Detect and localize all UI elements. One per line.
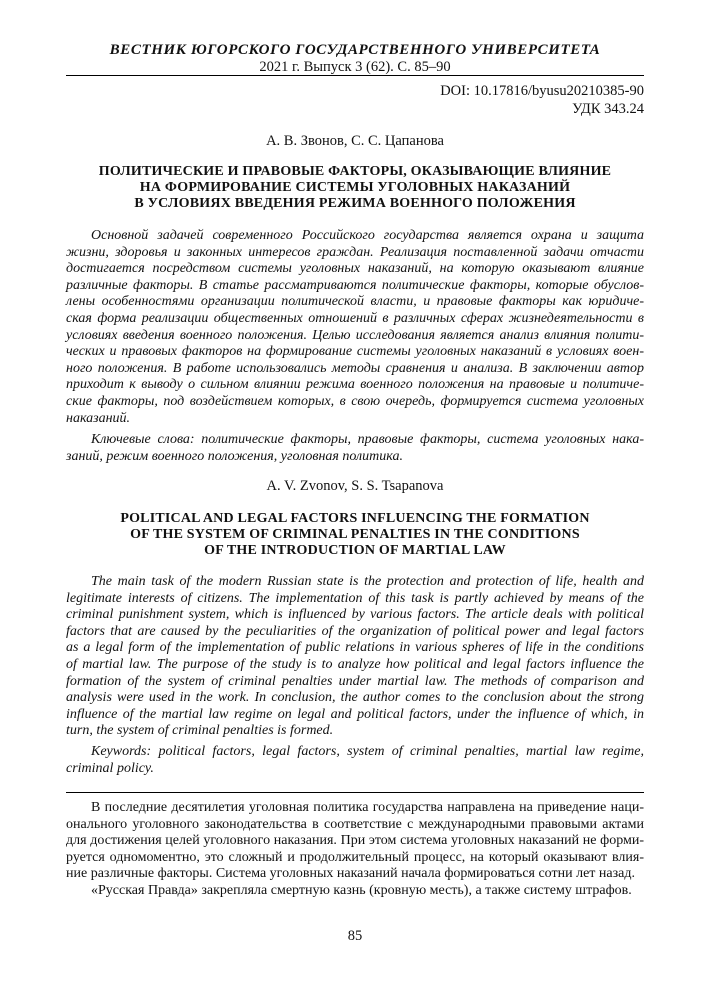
title-en-line: POLITICAL AND LEGAL FACTORS INFLUENCING THE FORMATION [120, 511, 590, 526]
abstract-ru [66, 228, 644, 427]
abstract-ru-line: ская форма реализации общественных отношений в различных сферах жизнедеятельности в [66, 310, 644, 326]
abstract-ru-line: лены особенностями организации политической власти, и правовые факторы как юридиче- [66, 294, 644, 310]
abstract-en-line: factors that are caused by the peculiarities of the organization of political power and legal factors [66, 623, 644, 639]
abstract-ru-line: жизни, здоровья и законных интересов граждан. Реализация поставленной задачи отчасти [66, 244, 644, 260]
abstract-en-line: legitimate interests of citizens. The implementation of this task is partly achieved by means of the [66, 590, 644, 606]
title-ru-line: В УСЛОВИЯХ ВВЕДЕНИЯ РЕЖИМА ВОЕННОГО ПОЛОЖЕНИЯ [134, 196, 576, 211]
abstract-ru-line: различные факторы. В статье рассматриваются политические факторы, которые обуслов- [66, 277, 644, 293]
abstract-en-line: The main task of the modern Russian state is the protection and protection of life, health and [91, 574, 644, 589]
section-rule [66, 792, 644, 793]
doi[interactable]: DOI: 10.17816/byusu20210385-90 [440, 83, 644, 99]
abstract-en-line: criminal punishment system, which is influenced by various factors. The article deals with political [66, 607, 644, 623]
page-number: 85 [347, 928, 363, 944]
keywords-en-line: criminal policy. [66, 760, 154, 776]
title-ru [66, 164, 644, 212]
keywords-en-line: Keywords: political factors, legal factors, system of criminal penalties, martial law regime, [91, 744, 644, 759]
body-text [66, 800, 644, 900]
title-ru-line: НА ФОРМИРОВАНИЕ СИСТЕМЫ УГОЛОВНЫХ НАКАЗАНИЙ [139, 180, 571, 195]
keywords-ru-line: Ключевые слова: политические факторы, правовые факторы, система уголовных нака- [91, 432, 644, 447]
abstract-ru-line: достигается посредством системы уголовных наказаний, на которую оказывают влияние [66, 261, 644, 277]
authors-ru: А. В. Звонов, С. С. Цапанова [266, 133, 444, 149]
abstract-en-line: of martial law. The purpose of the study is to analyze how political and legal factors influence the [66, 656, 644, 672]
header-rule [66, 75, 644, 76]
authors-en: A. V. Zvonov, S. S. Tsapanova [266, 478, 444, 494]
title-ru-line: ПОЛИТИЧЕСКИЕ И ПРАВОВЫЕ ФАКТОРЫ, ОКАЗЫВАЮЩИЕ ВЛИЯНИЕ [98, 164, 612, 179]
keywords-en [66, 744, 644, 777]
abstract-en-line: turn, the system of criminal penalties is formed. [66, 723, 334, 739]
title-en [66, 511, 644, 559]
body-line: ние различные факторы. Система уголовных наказаний начала формироваться сотни лет назад. [66, 866, 635, 882]
body-line: В последние десятилетия уголовная политика государства направлена на приведение наци- [91, 800, 644, 815]
abstract-ru-line: приходит к выводу о сильном влиянии режима военного положения на правовые и политиче- [66, 377, 644, 393]
abstract-en-line: influence of the martial law regime on legal and political factors, under the influence of which, in [66, 706, 644, 722]
abstract-ru-line: ного положения. В работе использовались методы сравнения и анализа. В заключении автор [66, 360, 644, 376]
abstract-ru-line: ские факторы, под воздействием которых, в свою очередь, формируется система уголовных [66, 393, 644, 409]
abstract-ru-line: условиях введения военного положения. Целью исследования является анализ влияния полити- [66, 327, 644, 343]
body-line: для достижения целей уголовного наказания. При этом система уголовных наказаний не форми- [66, 833, 644, 849]
abstract-en-line: analysis were used in the work. In conclusion, the author comes to the conclusion about the strong [66, 690, 644, 706]
title-en-line: OF THE SYSTEM OF CRIMINAL PENALTIES IN THE CONDITIONS [130, 527, 580, 542]
udk-code: УДК 343.24 [572, 101, 644, 117]
journal-issue: 2021 г. Выпуск 3 (62). С. 85–90 [259, 59, 451, 75]
body-line: онального уголовного законодательства в соответствие с международными правовыми актами [66, 816, 644, 832]
abstract-en [66, 574, 644, 740]
journal-title: ВЕСТНИК ЮГОРСКОГО ГОСУДАРСТВЕННОГО УНИВЕРСИТЕТА [109, 42, 601, 58]
abstract-ru-line: наказаний. [66, 410, 131, 426]
abstract-en-line: as a legal form of the implementation of public relations in various spheres of life in the conditions [66, 640, 644, 656]
body-line: руется одномоментно, это сложный и продолжительный процесс, на который оказывают влия- [66, 849, 644, 865]
keywords-ru [66, 432, 644, 465]
abstract-en-line: formation of the system of criminal penalties under martial law. The methods of comparison and [66, 673, 644, 689]
keywords-ru-line: заний, режим военного положения, уголовная политика. [66, 448, 403, 464]
title-en-line: OF THE INTRODUCTION OF MARTIAL LAW [204, 543, 506, 558]
abstract-ru-line: Основной задачей современного Российского государства является охрана и защита [91, 228, 644, 243]
abstract-ru-line: ческих и правовых факторов на формирование системы уголовных наказаний в условиях воен- [66, 344, 644, 360]
body-line: «Русская Правда» закрепляла смертную казнь (кровную месть), а также систему штрафов. [91, 882, 632, 898]
